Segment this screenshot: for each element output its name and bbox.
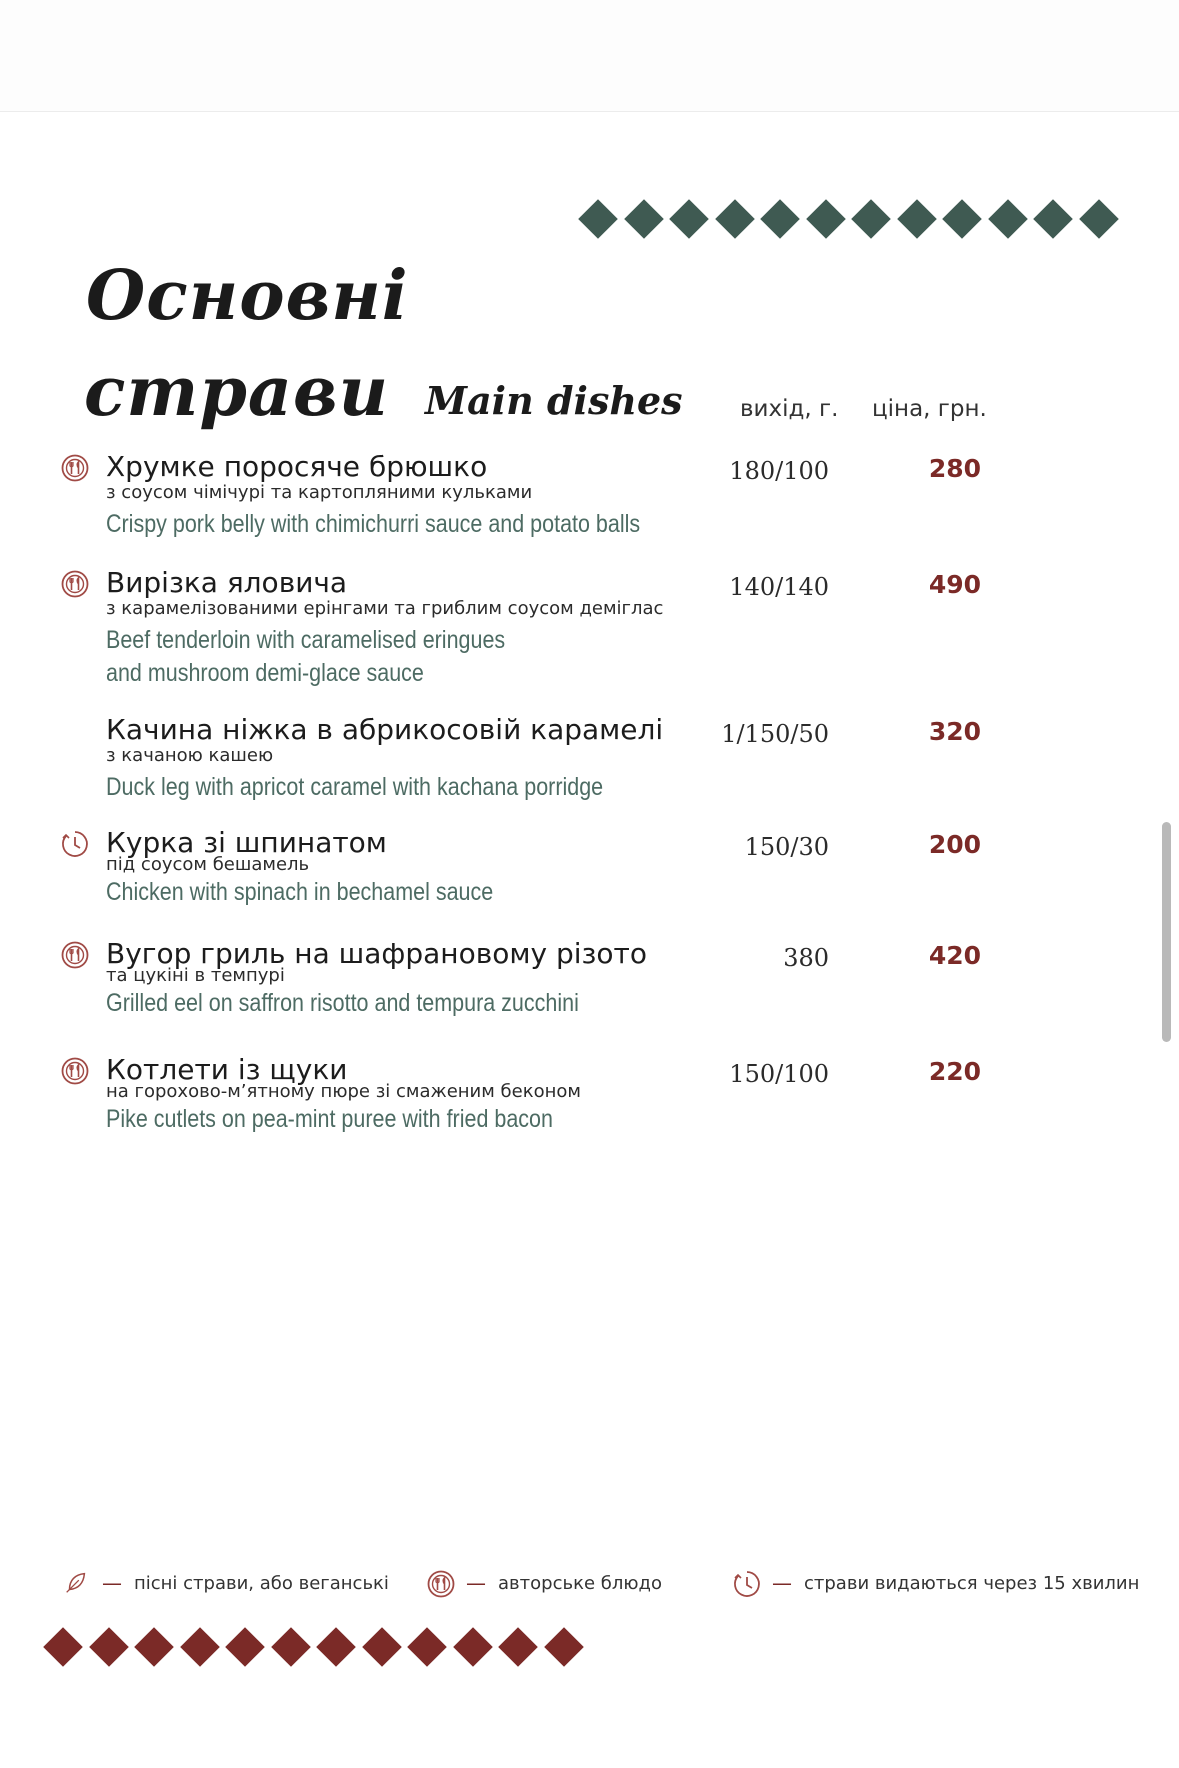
diamond-ornament xyxy=(942,199,982,239)
dish-description-ua: з соусом чімічурі та картопляними кульками xyxy=(106,482,533,503)
weight-column-header: вихід, г. xyxy=(740,396,839,422)
page-subtitle: Main dishes xyxy=(425,378,683,423)
dish-name: Вугор гриль на шафрановому різото xyxy=(106,937,647,970)
chef-dish-icon xyxy=(60,569,90,599)
diamond-ornament xyxy=(362,1627,402,1667)
dish-description-ua: під соусом бешамель xyxy=(106,854,310,875)
diamond-ornament xyxy=(316,1627,356,1667)
vegan-leaf-icon xyxy=(62,1569,90,1597)
diamond-ornament xyxy=(624,199,664,239)
page-title-line1: Основні xyxy=(86,256,409,336)
diamond-ornament xyxy=(1079,199,1119,239)
diamond-ornament xyxy=(806,199,846,239)
price-column-header: ціна, грн. xyxy=(872,396,987,422)
diamond-ornament xyxy=(498,1627,538,1667)
diamond-ornament xyxy=(897,199,937,239)
diamond-ornament xyxy=(407,1627,447,1667)
dish-weight: 140/140 xyxy=(729,573,829,601)
diamond-ornament xyxy=(669,199,709,239)
dish-description-ua: та цукіні в темпурі xyxy=(106,965,285,986)
dish-description-en: Beef tenderloin with caramelised eringues xyxy=(106,626,506,654)
dish-description-en: Chicken with spinach in bechamel sauce xyxy=(106,878,494,906)
diamond-ornament xyxy=(453,1627,493,1667)
diamond-ornament xyxy=(851,199,891,239)
dish-description-en: Duck leg with apricot caramel with kachana porridge xyxy=(106,773,604,801)
dish-description-en: Grilled eel on saffron risotto and tempura zucchini xyxy=(106,989,579,1017)
dish-name: Хрумке поросяче брюшко xyxy=(106,450,488,483)
dish-weight: 380 xyxy=(783,944,829,972)
diamond-ornament xyxy=(271,1627,311,1667)
clock-icon xyxy=(60,829,90,859)
legend-item xyxy=(426,1566,662,1600)
dish-description-en: and mushroom demi-glace sauce xyxy=(106,659,424,687)
dish-price: 200 xyxy=(928,830,981,859)
chef-dish-icon xyxy=(60,1056,90,1086)
chef-dish-icon xyxy=(60,453,90,483)
diamond-ornament xyxy=(134,1627,174,1667)
dish-price: 320 xyxy=(928,717,981,746)
legend-dash: — xyxy=(466,1571,486,1595)
dish-description-ua: з карамелізованими ерінгами та гриблим соусом деміглас xyxy=(106,598,664,619)
legend-item xyxy=(62,1566,389,1600)
top-bar xyxy=(0,0,1179,112)
diamond-ornament xyxy=(89,1627,129,1667)
diamond-ornament xyxy=(1033,199,1073,239)
diamond-ornament xyxy=(760,199,800,239)
legend-text: авторське блюдо xyxy=(498,1572,662,1594)
bottom-diamond-ornament xyxy=(49,1633,615,1677)
dish-weight: 1/150/50 xyxy=(721,720,829,748)
legend-dash: — xyxy=(772,1571,792,1595)
dish-price: 220 xyxy=(928,1057,981,1086)
top-diamond-ornament xyxy=(584,205,1150,249)
diamond-ornament xyxy=(715,199,755,239)
dish-weight: 180/100 xyxy=(729,457,829,485)
diamond-ornament xyxy=(180,1627,220,1667)
dish-price: 490 xyxy=(928,570,981,599)
diamond-ornament xyxy=(544,1627,584,1667)
dish-weight: 150/100 xyxy=(729,1060,829,1088)
dish-description-ua: з качаною кашею xyxy=(106,745,274,766)
dish-name: Вирізка яловича xyxy=(106,566,348,599)
legend-text: страви видаються через 15 хвилин xyxy=(804,1572,1140,1594)
diamond-ornament xyxy=(225,1627,265,1667)
dish-name: Курка зі шпинатом xyxy=(106,826,387,859)
dish-name: Котлети із щуки xyxy=(106,1053,348,1086)
chef-dish-icon xyxy=(60,940,90,970)
chef-dish-icon xyxy=(426,1569,454,1597)
page-title-line2: страви xyxy=(84,352,390,432)
dish-description-en: Crispy pork belly with chimichurri sauce and potato balls xyxy=(106,510,641,538)
legend-item xyxy=(732,1566,1139,1600)
dish-price: 280 xyxy=(928,454,981,483)
clock-icon xyxy=(732,1569,760,1597)
legend-text: пісні страви, або веганські xyxy=(134,1572,389,1594)
dish-weight: 150/30 xyxy=(744,833,829,861)
dish-name: Качина ніжка в абрикосовій карамелі xyxy=(106,713,664,746)
diamond-ornament xyxy=(988,199,1028,239)
legend-dash: — xyxy=(102,1571,122,1595)
diamond-ornament xyxy=(578,199,618,239)
dish-description-en: Pike cutlets on pea-mint puree with fried bacon xyxy=(106,1105,553,1133)
dish-description-ua: на горохово-м’ятному пюре зі смаженим беконом xyxy=(106,1081,581,1102)
scrollbar-thumb[interactable] xyxy=(1162,822,1171,1042)
dish-price: 420 xyxy=(928,941,981,970)
diamond-ornament xyxy=(43,1627,83,1667)
